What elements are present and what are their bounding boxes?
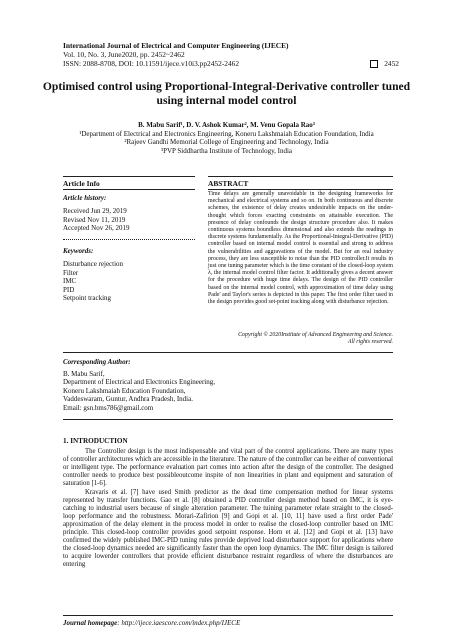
- introduction-paragraph: Kravaris et al. [7] have used Smith predictor as the dead time compensation method for linear systems represented by transfer functions. Gao et al. [8] obtained a PID controller design method based on IMC, it is eye-catching to industrial users because of single alteration parameter. The tuining parameter relate straight to the closed-loop performance and the robustness. Morari-Zafirion [9] and Gopi et al. [10, 11] have used a first order Pade' approximation of the delay element in the process model in order to realise the closed-loop controller based on IMC principle. This closed-loop controller provides good setpoint response. Horn et al. [12] and Gopi et al. [13] have confirmed the widely published IMC-PID tuning rules provide deprived load disturbance support for applications where the closed-loop dynamics needed are significantly faster than the open loop dynamics. The IMC filter design is tailored to acquire lowerder controllers that provide efficient disturbance restraint regardless of where the disturbances are entering: [63, 488, 393, 569]
- divider: [208, 176, 393, 177]
- corresponding-author: [63, 358, 393, 413]
- corresponding-line: Koneru Lakshmaiah Education Foundation,: [63, 386, 186, 395]
- divider: [63, 176, 195, 177]
- divider: [63, 189, 195, 190]
- homepage-label: Journal homepage: [63, 619, 118, 627]
- divider: [208, 189, 393, 190]
- paper-title: Optimised control using Proportional-Integral-Derivative controller tuned using internal model control: [42, 80, 411, 107]
- article-info-heading: Article Info: [63, 179, 100, 188]
- keyword: PID: [63, 285, 75, 294]
- copyright: [208, 332, 393, 346]
- history-item: Revised Nov 11, 2019: [63, 215, 126, 224]
- homepage-url[interactable]: : http://ijece.iaescore.com/index.php/IJECE: [117, 619, 241, 627]
- affiliation: ³PVP Siddhartha Institute of Technology, India: [160, 146, 293, 155]
- keyword: Filter: [63, 268, 79, 277]
- abstract-heading: ABSTRACT: [208, 179, 249, 188]
- journal-volume: Vol. 10, No. 3, June2020, pp. 2452~2462: [63, 50, 185, 59]
- history-heading: Article history:: [63, 194, 107, 202]
- divider: [63, 352, 393, 353]
- divider: [63, 615, 393, 616]
- introduction-paragraph: The Controller design is the most indispensable and vital part of the control applications. There are many types of controller architectures which are accessible in the literature. The nature of the controller can be either of conventional or intelligent type. The performance evaluation part comes into action after the design of the controller. The designed controller needs to produce best possibleoutcome inspite of non linearities in plant and equipment and saturation of saturation [1-6].: [63, 448, 393, 488]
- journal-title: International Journal of Electrical and Computer Engineering (IJECE): [63, 41, 289, 50]
- corresponding-line: B. Mabu Sarif,: [63, 369, 105, 378]
- journal-homepage: [63, 619, 240, 627]
- article-history: [63, 194, 195, 233]
- introduction-heading: 1. INTRODUCTION: [63, 437, 128, 445]
- author-block: [40, 121, 413, 155]
- introduction-section: [63, 437, 393, 570]
- divider: [63, 239, 195, 240]
- journal-header: [63, 41, 403, 68]
- journal-issn: ISSN: 2088-8708, DOI: 10.11591/ijece.v10i3.pp2452-2462: [63, 59, 240, 68]
- square-icon: [370, 60, 378, 68]
- keywords: [63, 247, 195, 302]
- affiliation: ¹Department of Electrical and Electronics Engineering, Koneru Lakshmaiah Education Foundation, India: [79, 129, 374, 138]
- page-number-value: 2452: [384, 59, 399, 68]
- corresponding-line: Department of Electrical and Electronics Engineering,: [63, 378, 215, 387]
- abstract-text: Time delays are generally unavoidable in the designing frameworks for mechanical and electrical systems and so on. In both continuous and discrete schemes, the existence of delay creates undesirable impacts on the under-thought which forces exacting constraints on attainable execution. The presence of delay confounds the design structure procedure also. It makes continuous systems boundless dimensional and also extends the readings in discrete systems fundamentally. As the Proportional-Integral-Derivative (PID) controller based on internal model control is essential and strong to address the vulnerabilities and aggravations of the model. But for an real industry process, they are less susceptible to noise than the PID controller.It results in just one tuning parameter which is the time constant of the closed-loop system λ, the internal model control filter factor. It additionally gives a decent answer for the procedure with huge time delays. The design of the PID controller based on the internal model control, with approximation of time delay using Pade' and Taylor's series is depicted in this paper. The first order filter used in the design provides good set-point tracking along with disturbance rejection.: [208, 191, 393, 306]
- corresponding-heading: Corresponding Author:: [63, 358, 131, 366]
- page-number: [370, 59, 399, 68]
- keyword: Setpoint tracking: [63, 294, 112, 303]
- keywords-heading: Keywords:: [63, 247, 94, 255]
- corresponding-line: Email: gsn.bms786@gmail.com: [63, 403, 154, 412]
- copyright-line: All rights reserved.: [347, 339, 393, 346]
- corresponding-line: Vaddeswaram, Guntur, Andhra Pradesh, India.: [63, 395, 193, 404]
- keyword: IMC: [63, 277, 77, 286]
- history-item: Accepted Nov 26, 2019: [63, 224, 130, 233]
- history-item: Received Jun 29, 2019: [63, 207, 127, 216]
- copyright-line: Copyright © 2020Institute of Advanced Engineering and Science.: [238, 332, 393, 338]
- author-names: B. Mabu Sarif¹, D. V. Ashok Kumar², M. Venu Gopala Rao³: [138, 121, 315, 129]
- keyword: Disturbance rejection: [63, 260, 124, 269]
- divider: [63, 419, 393, 420]
- affiliation: ²Rajeev Gandhi Memorial College of Engineering and Technology, India: [124, 138, 329, 147]
